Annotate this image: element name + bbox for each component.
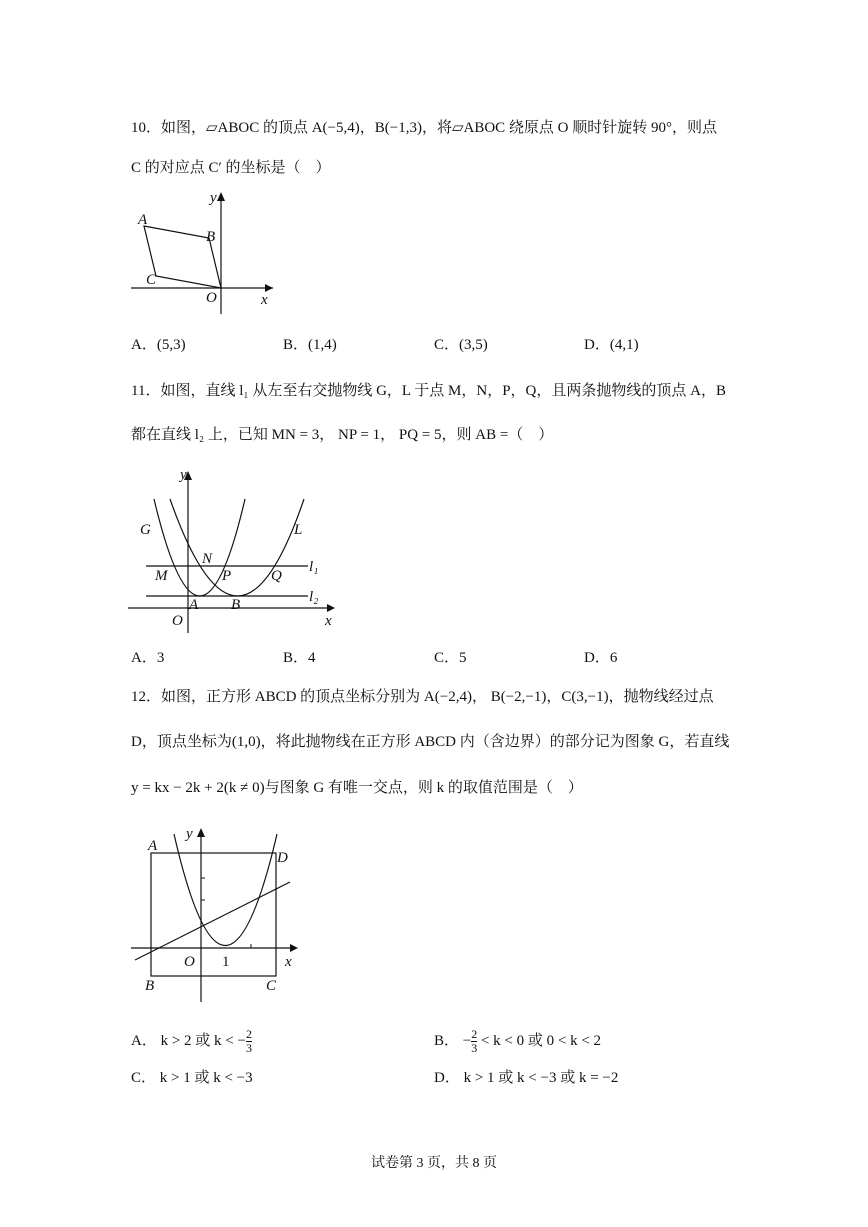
q11-curve-g: G xyxy=(140,522,151,538)
q10-option-d: D．(4,1) xyxy=(584,337,639,353)
q12-line1: 12．如图，正方形 ABCD 的顶点坐标分别为 A(−2,4)， B(−2,−1)，C(3,−1)，抛物线经过点 xyxy=(131,689,714,705)
q11-y-label: y xyxy=(180,467,187,483)
q12-y-label: y xyxy=(186,826,193,842)
q12-x-label: x xyxy=(285,954,292,970)
q10-figure xyxy=(128,188,278,323)
q11-point-p: P xyxy=(222,568,232,584)
q12-point-a: A xyxy=(148,838,158,854)
q12-option-a-fraction xyxy=(246,1028,252,1055)
q10-y-label: y xyxy=(210,190,217,206)
q11-curve-l: L xyxy=(294,522,303,538)
q12-option-b xyxy=(434,1028,601,1055)
q10-line2: C 的对应点 C′ 的坐标是（ ） xyxy=(131,160,331,176)
q11-option-b: B．4 xyxy=(283,650,316,666)
q10-line1: 10．如图，▱ABOC 的顶点 A(−5,4)，B(−1,3)，将▱ABOC 绕原点 O 顺时针旋转 90°，则点 xyxy=(131,120,717,136)
q12-option-b-numerator: 2 xyxy=(471,1027,478,1041)
q12-option-d: D． k > 1 或 k < −3 或 k = −2 xyxy=(434,1070,619,1086)
q10-point-a: A xyxy=(138,212,148,228)
q12-line2: D，顶点坐标为(1,0)，将此抛物线在正方形 ABCD 内（含边界）的部分记为图象 G，若直线 xyxy=(131,734,730,750)
q12-origin: O xyxy=(184,954,195,970)
q11-origin: O xyxy=(172,613,183,629)
q12-point-c: C xyxy=(266,978,277,994)
q12-option-b-prefix: B． − xyxy=(434,1032,472,1049)
q11-line-l2: l₂ xyxy=(309,589,319,605)
q12-option-b-denominator: 3 xyxy=(471,1041,478,1055)
q11-option-d: D．6 xyxy=(584,650,618,666)
q10-option-a: A．(5,3) xyxy=(131,337,186,353)
q11-point-q: Q xyxy=(271,568,282,584)
q11-option-c: C．5 xyxy=(434,650,467,666)
q11-line-l1: l₁ xyxy=(309,559,319,575)
q12-tick-one: 1 xyxy=(222,954,230,970)
q12-option-a-numerator: 2 xyxy=(245,1027,252,1041)
q10-point-b: B xyxy=(206,229,216,245)
q10-origin: O xyxy=(206,290,217,306)
q11-figure xyxy=(128,465,343,640)
q11-vertex-b: B xyxy=(231,597,241,613)
q12-option-c: C． k > 1 或 k < −3 xyxy=(131,1070,253,1086)
q12-option-a-text: A． k > 2 或 k < − xyxy=(131,1032,246,1049)
q10-option-b: B．(1,4) xyxy=(283,337,337,353)
q10-x-label: x xyxy=(261,292,268,308)
q11-vertex-a: A xyxy=(189,597,199,613)
q12-point-b: B xyxy=(145,978,155,994)
q12-line3: y = kx − 2k + 2(k ≠ 0)与图象 G 有唯一交点，则 k 的取值范围是（ ） xyxy=(131,780,583,796)
q10-option-c: C．(3,5) xyxy=(434,337,488,353)
page-footer: 试卷第 3 页，共 8 页 xyxy=(371,1156,497,1171)
q12-figure xyxy=(128,820,308,1010)
q11-point-n: N xyxy=(202,551,213,567)
q11-line2: 都在直线 l₂ 上，已知 MN = 3， NP = 1， PQ = 5，则 AB =（ ） xyxy=(131,427,554,443)
q10-point-c: C xyxy=(146,272,157,288)
q12-option-a-denominator: 3 xyxy=(245,1041,252,1055)
q12-option-a xyxy=(131,1028,252,1055)
q11-x-label: x xyxy=(325,613,332,629)
q12-point-d: D xyxy=(277,850,288,866)
q12-option-b-suffix: < k < 0 或 0 < k < 2 xyxy=(477,1032,602,1049)
q11-option-a: A．3 xyxy=(131,650,165,666)
q11-point-m: M xyxy=(155,568,168,584)
q11-line1: 11．如图，直线 l₁ 从左至右交抛物线 G，L 于点 M，N，P，Q，且两条抛物线的顶点 A，B xyxy=(131,383,726,399)
